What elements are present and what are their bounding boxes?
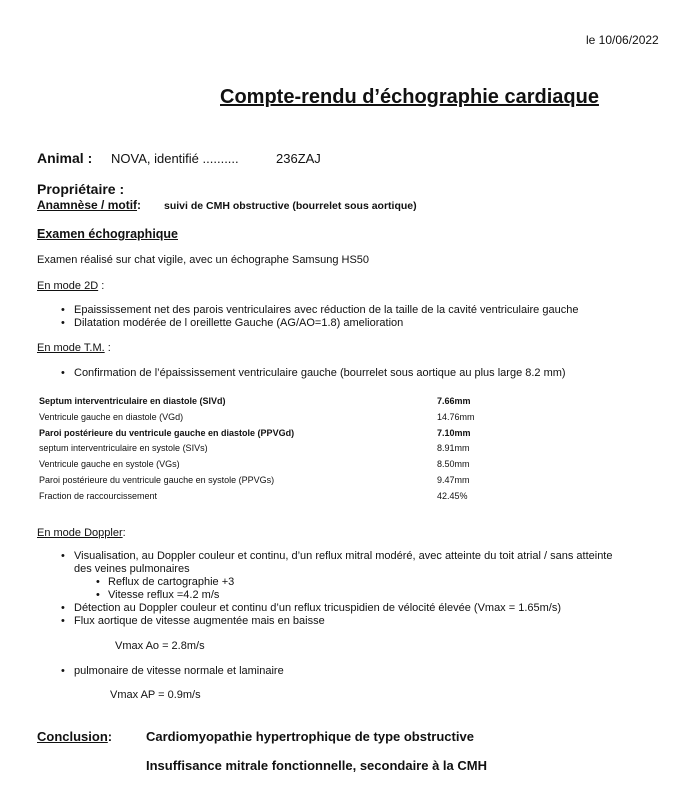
measurement-row: [39, 459, 479, 475]
anamnesis-colon: :: [137, 198, 142, 212]
mode-2d-list: [37, 304, 578, 330]
doppler-colon: :: [122, 527, 126, 539]
exam-heading: Examen échographique: [37, 227, 179, 241]
animal-value: NOVA, identifié ..........: [111, 151, 239, 166]
animal-id: 236ZAJ: [276, 151, 321, 166]
list-item-continuation: des veines pulmonaires: [74, 563, 190, 575]
measurement-name: Septum interventriculaire en diastole (SIVd): [39, 396, 226, 406]
list-item: • pulmonaire de vitesse normale et laminaire: [37, 665, 284, 678]
measurement-name: Fraction de raccourcissement: [39, 490, 158, 501]
measurement-name: septum interventriculaire en systole (SIVs): [39, 443, 208, 454]
list-item: • Flux aortique de vitesse augmentée mais en baisse: [37, 615, 612, 628]
anamnesis-value: suivi de CMH obstructive (bourrelet sous aortique): [164, 200, 417, 212]
doppler-heading: [37, 527, 126, 539]
sub-list-item: • Vitesse reflux =4.2 m/s: [37, 589, 612, 602]
doppler-list: [37, 550, 612, 628]
report-title: Compte-rendu d’échographie cardiaque: [220, 86, 599, 108]
doppler-label: En mode Doppler: [37, 527, 123, 539]
anamnesis-label: Anamnèse / motif: [37, 198, 138, 212]
list-item: • Visualisation, au Doppler couleur et continu, d’un reflux mitral modéré, avec atteinte du toit atrial / sans atteinte: [37, 550, 612, 563]
sub-list-item: • Reflux de cartographie +3: [37, 576, 612, 589]
mode-tm-label: En mode T.M.: [37, 342, 105, 354]
mode-tm-list: [37, 367, 566, 380]
measurements-table: [39, 396, 479, 507]
conclusion-label: Conclusion: [37, 729, 108, 744]
conclusion-colon: :: [107, 729, 113, 744]
measurement-row: [39, 412, 479, 428]
conclusion-label-row: [37, 729, 112, 744]
mode-2d-label: En mode 2D: [37, 280, 99, 292]
measurement-value: 14.76mm: [437, 411, 475, 422]
measurement-value: 8.91mm: [437, 443, 470, 454]
list-item: • Détection au Doppler couleur et continu d’un reflux tricuspidien de vélocité élevée (Vmax = 1.65m/s): [37, 602, 612, 615]
animal-label: Animal :: [37, 150, 93, 166]
measurement-value: 9.47mm: [437, 474, 470, 485]
measurement-row: [39, 491, 479, 507]
anamnesis-row: [37, 198, 141, 212]
measurement-row: [39, 428, 479, 444]
list-item: • Dilatation modérée de l oreillette Gauche (AG/AO=1.8) amelioration: [37, 317, 578, 330]
list-item: • Confirmation de l’épaississement ventriculaire gauche (bourrelet sous aortique au plus large 8.2 mm): [37, 367, 566, 380]
conclusion-line-1: Cardiomyopathie hypertrophique de type obstructive: [146, 729, 474, 744]
mode-2d-heading: [37, 280, 104, 292]
measurement-row: [39, 475, 479, 491]
exam-intro: Examen réalisé sur chat vigile, avec un échographe Samsung HS50: [37, 254, 370, 266]
mode-2d-colon: :: [98, 280, 105, 292]
measurement-value: 7.10mm: [437, 427, 471, 438]
measurement-value: 8.50mm: [437, 459, 470, 470]
measurement-row: [39, 396, 479, 412]
vmax-ap: Vmax AP = 0.9m/s: [110, 689, 201, 701]
list-item: • Epaississement net des parois ventriculaires avec réduction de la taille de la cavité ventriculaire gauche: [37, 304, 578, 317]
vmax-ao: Vmax Ao = 2.8m/s: [115, 640, 205, 652]
mode-tm-colon: :: [104, 342, 111, 354]
owner-label: Propriétaire :: [37, 181, 125, 197]
conclusion-line-2: Insuffisance mitrale fonctionnelle, secondaire à la CMH: [146, 758, 487, 773]
measurement-name: Paroi postérieure du ventricule gauche en systole (PPVGs): [39, 474, 275, 485]
measurement-name: Ventricule gauche en diastole (VGd): [39, 411, 184, 422]
report-date: le 10/06/2022: [586, 33, 659, 47]
measurement-row: [39, 443, 479, 459]
measurement-name: Ventricule gauche en systole (VGs): [39, 459, 180, 470]
measurement-name: Paroi postérieure du ventricule gauche en diastole (PPVGd): [39, 427, 295, 438]
doppler-list-2: [37, 665, 284, 678]
mode-tm-heading: [37, 342, 111, 354]
measurement-value: 7.66mm: [437, 396, 471, 406]
measurement-value: 42.45%: [437, 490, 468, 501]
